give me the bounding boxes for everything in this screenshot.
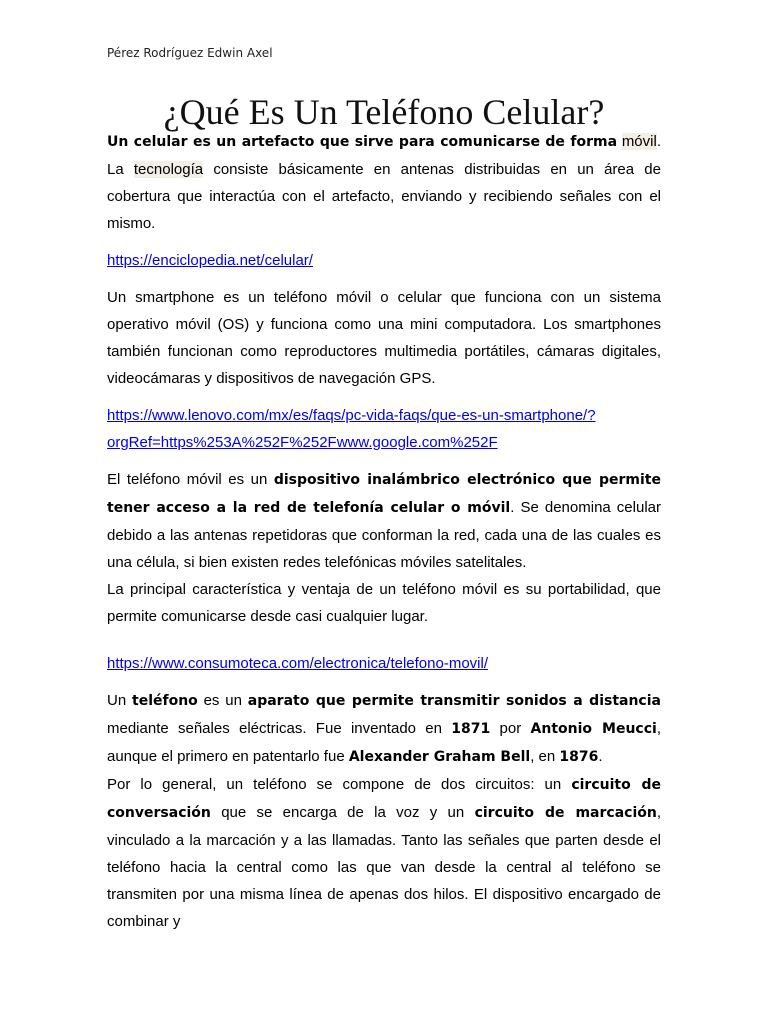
text-run: El teléfono móvil es un (107, 471, 268, 488)
bold-text: Antonio Meucci (530, 721, 657, 737)
text-run: . Se denomina celular debido a las antenas repetidoras que conforman la red, cada una de las cuales es una célula, si bien existen redes telefónicas móviles satelitales. (107, 499, 661, 571)
document-body (107, 128, 661, 935)
source-link-consumoteca[interactable]: https://www.consumoteca.com/electronica/telefono-movil/ (107, 655, 488, 672)
bold-text: Un celular es un artefacto que sirve para comunicarse de forma (107, 134, 618, 150)
link-line: https://www.lenovo.com/mx/es/faqs/pc-vida-faqs/que-es-un-smartphone/? (107, 407, 596, 424)
bold-text: 1876 (559, 749, 599, 765)
text-run: por (499, 720, 522, 737)
text-run: mediante señales eléctricas. Fue inventado en (107, 720, 442, 737)
text-run: Por lo general, un teléfono se compone de dos circuitos: un (107, 776, 562, 793)
highlighted-word: tecnología (133, 161, 204, 178)
bold-text: aparato que permite transmitir sonidos a distancia (247, 693, 661, 709)
bold-text: 1871 (451, 721, 491, 737)
text-run: , aunque el primero en patentarlo fue (107, 720, 661, 765)
source-link-enciclopedia[interactable]: https://enciclopedia.net/celular/ (107, 252, 313, 269)
link-line: orgRef=https%253A%252F%252Fwww.google.com%252F (107, 434, 498, 451)
text-run: es un (203, 692, 242, 709)
paragraph-definition (107, 128, 661, 237)
text-run: que se encarga de la voz y un (221, 804, 465, 821)
paragraph-circuits (107, 771, 661, 935)
link-paragraph (107, 247, 661, 274)
paragraph-smartphone: Un smartphone es un teléfono móvil o celular que funciona con un sistema operativo móvil (OS) y funciona como una mini computadora. Los smartphones también funcionan como reproductores multimedia portátiles, cámaras digitales, videocámaras y dispositivos de navegación GPS. (107, 289, 661, 387)
text-run: Un (107, 692, 127, 709)
bold-text: Alexander Graham Bell (348, 749, 531, 765)
highlighted-word: móvil (621, 133, 657, 150)
bold-text: circuito de conversación (107, 777, 661, 821)
paragraph-portability: La principal característica y ventaja de un teléfono móvil es su portabilidad, que permite comunicarse desde casi cualquier lugar. (107, 581, 661, 625)
bold-text: circuito de marcación (474, 805, 657, 821)
source-link-lenovo[interactable] (107, 407, 596, 451)
bold-text: dispositivo inalámbrico electrónico que permite tener acceso a la red de telefonía celular o móvil (107, 472, 661, 516)
text-run: . La (107, 133, 661, 178)
link-paragraph (107, 650, 661, 677)
text-run: consiste básicamente en antenas distribuidas en un área de cobertura que interactúa con el artefacto, enviando y recibiendo señales con el mismo. (107, 161, 661, 232)
bold-text: teléfono (132, 693, 198, 709)
text-run: , en (530, 748, 556, 765)
text-run: , vinculado a la marcación y a las llamadas. Tanto las señales que parten desde el teléfono hacia la central como las que van desde la central al teléfono se transmiten por una misma línea de apenas dos hilos. El dispositivo encargado de combinar y (107, 804, 662, 930)
author-header: Pérez Rodríguez Edwin Axel (107, 46, 273, 60)
paragraph-telephone-history (107, 687, 661, 771)
text-run: . (598, 748, 603, 765)
link-paragraph (107, 402, 661, 456)
document-title: ¿Qué Es Un Teléfono Celular? (163, 92, 605, 132)
paragraph-mobile-phone (107, 466, 661, 576)
